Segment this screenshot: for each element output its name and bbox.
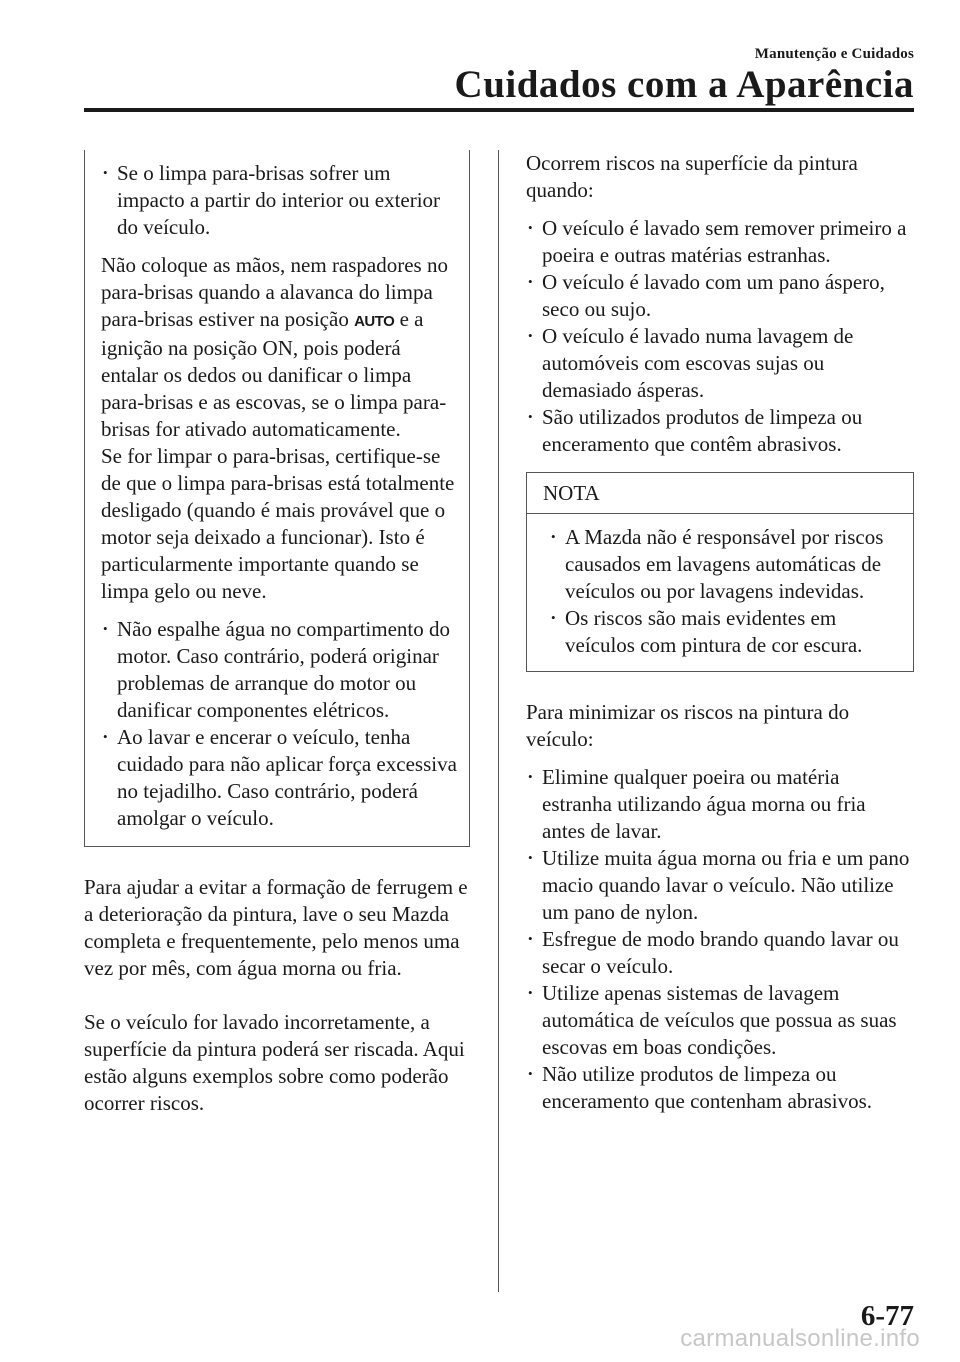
warning-paragraph-cleaning: Se for limpar o para-brisas, certifique-se de que o limpa para-brisas está totalmente desligado (quando é mais provável que o motor seja deixado a funcionar). Isto é particularmente importante quando se limpa gelo ou neve. — [101, 444, 455, 603]
list-item: • Elimine qualquer poeira ou matéria estranha utilizando água morna ou fria antes de lavar. — [526, 764, 914, 845]
page-title: Cuidados com a Aparência — [454, 63, 914, 106]
paragraph-scratch-causes-intro: Ocorrem riscos na superfície da pintura quando: — [526, 151, 858, 202]
list-item: • Utilize apenas sistemas de lavagem automática de veículos que possua as suas escovas em boas condições. — [526, 980, 914, 1061]
warning-paragraph-hands-start: Não coloque as mãos, nem raspadores no para-brisas quando a alavanca do limpa para-brisas estiver na posição — [101, 253, 448, 331]
list-item: • O veículo é lavado numa lavagem de automóveis com escovas sujas ou demasiado ásperas. — [526, 323, 914, 404]
paragraph-incorrect-washing: Se o veículo for lavado incorretamente, a superfície da pintura poderá ser riscada. Aqui estão alguns exemplos sobre como poderão ocorrer riscos. — [84, 1010, 465, 1115]
warning-paragraph-hands-end: e a ignição na posição ON, pois poderá entalar os dedos ou danificar o limpa para-brisas e as escovas, se o limpa para-brisas for ativado automaticamente. — [101, 307, 447, 441]
warning-box-continued — [84, 150, 470, 847]
warning-bullet-roof-force: • Ao lavar e encerar o veículo, tenha cuidado para não aplicar força excessiva no tejadilho. Caso contrário, poderá amolgar o veículo. — [101, 724, 457, 832]
list-item: • Não utilize produtos de limpeza ou enceramento que contenham abrasivos. — [526, 1061, 914, 1115]
paragraph-minimize-intro: Para minimizar os riscos na pintura do veículo: — [526, 700, 850, 751]
note-body — [527, 514, 913, 671]
list-item: • Esfregue de modo brando quando lavar ou secar o veículo. — [526, 926, 914, 980]
list-item: • O veículo é lavado com um pano áspero, seco ou sujo. — [526, 269, 914, 323]
note-item: • A Mazda não é responsável por riscos causados em lavagens automáticas de veículos ou por lavagens indevidas. — [549, 524, 901, 605]
column-divider — [498, 150, 499, 1292]
list-item: • O veículo é lavado sem remover primeiro a poeira e outras matérias estranhas. — [526, 215, 914, 269]
header-rule — [84, 108, 914, 112]
warning-bullet-wiper-impact: • Se o limpa para-brisas sofrer um impacto a partir do interior ou exterior do veículo. — [101, 160, 457, 241]
auto-position-label: AUTO — [354, 313, 395, 330]
section-header: Manutenção e Cuidados — [754, 46, 914, 62]
warning-bullet-engine-water: • Não espalhe água no compartimento do motor. Caso contrário, poderá originar problemas de arranque do motor ou danificar componentes elétricos. — [101, 616, 457, 724]
right-column — [526, 150, 914, 1115]
note-title: NOTA — [527, 473, 913, 514]
warning-paragraph-hands — [101, 252, 457, 443]
left-column — [84, 150, 470, 1117]
note-item: • Os riscos são mais evidentes em veículos com pintura de cor escura. — [549, 605, 901, 659]
list-item: • São utilizados produtos de limpeza ou enceramento que contêm abrasivos. — [526, 404, 914, 458]
watermark: carmanualsonline.info — [680, 1325, 920, 1352]
list-item: • Utilize muita água morna ou fria e um pano macio quando lavar o veículo. Não utilize um pano de nylon. — [526, 845, 914, 926]
paragraph-rust-prevention: Para ajudar a evitar a formação de ferrugem e a deterioração da pintura, lave o seu Mazda completa e frequentemente, pelo menos uma vez por mês, com água morna ou fria. — [84, 875, 468, 980]
page-number: 6-77 — [860, 1300, 914, 1332]
note-box — [526, 472, 914, 672]
